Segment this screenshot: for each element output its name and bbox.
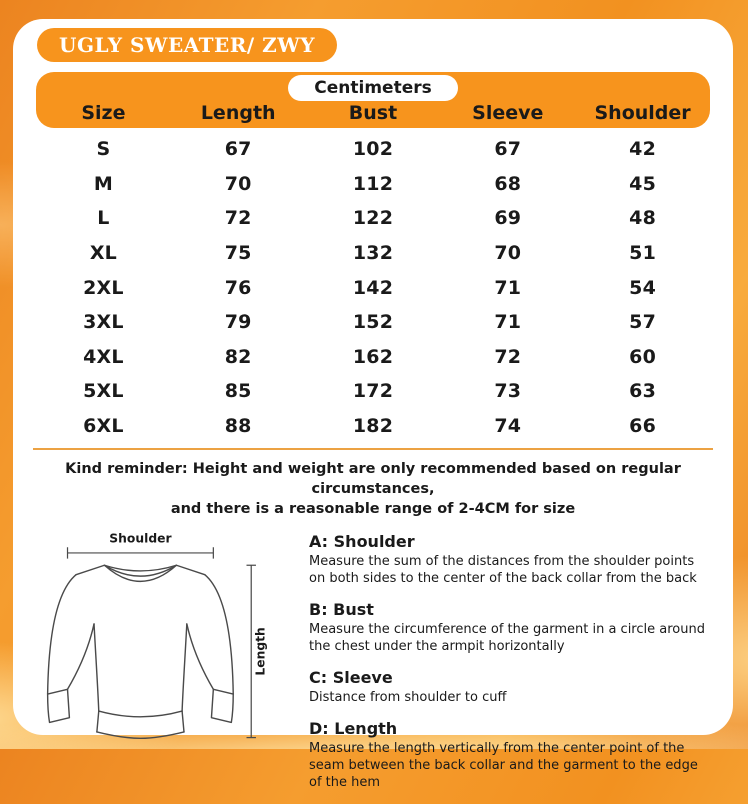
sweater-outline — [48, 565, 234, 738]
guide-section — [309, 719, 709, 791]
table-row — [36, 167, 710, 202]
size-table — [36, 72, 710, 444]
kind-reminder-line2: and there is a reasonable range of 2-4CM for size — [170, 501, 576, 517]
size-chart-card — [13, 19, 733, 790]
table-cell: 69 — [494, 207, 522, 230]
table-cell: 102 — [352, 138, 394, 161]
table-cell: 73 — [494, 380, 522, 403]
table-cell: 76 — [224, 276, 252, 299]
unit-label: Centimeters — [314, 78, 432, 98]
table-row — [36, 340, 710, 375]
table-cell: 68 — [494, 172, 522, 195]
table-cell: 74 — [494, 415, 522, 438]
table-cell: 79 — [224, 311, 252, 334]
kind-reminder-line1: Kind reminder: Height and weight are only recommended based on regular circumstances, — [65, 461, 681, 497]
table-cell: 48 — [629, 207, 657, 230]
column-header: Size — [81, 102, 126, 124]
guide-heading: B: Bust — [309, 600, 374, 619]
guide-text: Measure the length vertically from the center point of the seam between the back collar and the garment to the edge of the hem — [309, 741, 698, 790]
sweater-diagram — [41, 529, 281, 804]
table-cell: 85 — [224, 380, 252, 403]
table-cell: 172 — [352, 380, 394, 403]
product-title: UGLY SWEATER/ ZWY — [59, 33, 315, 57]
column-header: Length — [200, 102, 276, 124]
table-cell: 152 — [352, 311, 394, 334]
sweater-sketch-icon — [41, 531, 273, 751]
table-cell: 5XL — [83, 380, 124, 403]
table-cell: L — [97, 207, 110, 230]
shoulder-arrow-label: Shoulder — [109, 531, 172, 546]
shoulder-measure-line — [68, 547, 214, 558]
table-cell: 82 — [224, 345, 252, 368]
table-cell: 60 — [629, 345, 657, 368]
table-row — [36, 236, 710, 271]
guide-section — [309, 668, 709, 706]
table-cell: S — [96, 138, 111, 161]
table-header — [36, 72, 710, 128]
table-cell: 132 — [352, 242, 394, 265]
divider-line — [33, 448, 713, 450]
guide-section — [309, 532, 709, 587]
table-cell: 71 — [494, 276, 522, 299]
table-cell: 4XL — [83, 345, 124, 368]
column-header: Bust — [348, 102, 398, 124]
table-cell: 122 — [352, 207, 394, 230]
table-cell: 3XL — [83, 311, 124, 334]
table-cell: 6XL — [83, 415, 124, 438]
table-cell: XL — [89, 242, 117, 265]
table-cell: 162 — [352, 345, 394, 368]
table-cell: 57 — [629, 311, 657, 334]
kind-reminder — [13, 459, 733, 519]
table-cell: 72 — [494, 345, 522, 368]
table-header-row — [36, 102, 710, 124]
guide-text: Measure the circumference of the garment in a circle around the chest under the armpit horizontally — [309, 622, 705, 654]
guide-section — [309, 600, 709, 655]
column-header: Shoulder — [594, 102, 691, 124]
table-cell: 70 — [224, 172, 252, 195]
column-header: Sleeve — [472, 102, 544, 124]
guide-heading: D: Length — [309, 719, 398, 738]
table-cell: 45 — [629, 172, 657, 195]
table-cell: 67 — [224, 138, 252, 161]
guide-text: Distance from shoulder to cuff — [309, 690, 507, 705]
table-row — [36, 201, 710, 236]
measurement-section — [13, 519, 733, 804]
table-row — [36, 270, 710, 305]
guide-heading: A: Shoulder — [309, 532, 415, 551]
table-cell: 70 — [494, 242, 522, 265]
table-cell: 66 — [629, 415, 657, 438]
unit-badge — [288, 75, 457, 101]
table-row — [36, 132, 710, 167]
product-title-badge — [37, 28, 337, 62]
table-cell: 2XL — [83, 276, 124, 299]
table-row — [36, 305, 710, 340]
table-cell: 71 — [494, 311, 522, 334]
guide-text: Measure the sum of the distances from the shoulder points on both sides to the center of the back collar from the back — [309, 554, 697, 586]
table-cell: 51 — [629, 242, 657, 265]
table-cell: 112 — [352, 172, 394, 195]
length-arrow-label: Length — [253, 627, 268, 676]
table-row — [36, 374, 710, 409]
table-row — [36, 409, 710, 444]
table-cell: 54 — [629, 276, 657, 299]
table-cell: M — [93, 172, 113, 195]
table-cell: 63 — [629, 380, 657, 403]
table-cell: 75 — [224, 242, 252, 265]
guide-heading: C: Sleeve — [309, 668, 393, 687]
table-cell: 88 — [224, 415, 252, 438]
measure-guide — [309, 529, 709, 804]
table-body — [36, 128, 710, 444]
table-cell: 182 — [352, 415, 394, 438]
table-cell: 42 — [629, 138, 657, 161]
table-cell: 67 — [494, 138, 522, 161]
table-cell: 72 — [224, 207, 252, 230]
table-cell: 142 — [352, 276, 394, 299]
